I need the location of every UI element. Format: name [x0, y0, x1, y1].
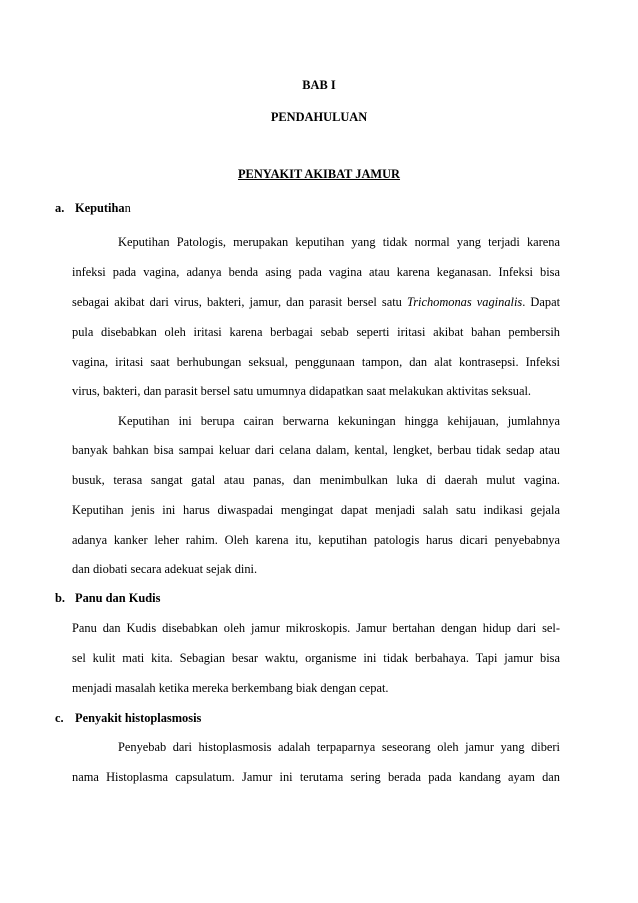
paragraph-line: Keputihan ini berupa cairan berwarna kekuningan hingga kehijauan, jumlahnya: [118, 414, 560, 428]
paragraph-line: Keputihan Patologis, merupakan keputihan yang tidak normal yang terjadi karena: [118, 235, 560, 249]
species-name: Trichomonas vaginalis: [406, 295, 523, 309]
paragraph-line: pula disebabkan oleh iritasi karena berbagai sebab seperti iritasi akibat bahan pembersih: [72, 325, 560, 339]
paragraph-line: Keputihan jenis ini harus diwaspadai mengingat dapat menjadi salah satu indikasi gejala: [72, 503, 560, 517]
paragraph-line: nama Histoplasma capsulatum. Jamur ini terutama sering berada pada kandang ayam dan: [72, 770, 560, 784]
paragraph-line: Panu dan Kudis disebabkan oleh jamur mikroskopis. Jamur bertahan dengan hidup dari sel-: [72, 621, 560, 635]
paragraph-line: Penyebab dari histoplasmosis adalah terpaparnya seseorang oleh jamur yang diberi: [118, 740, 560, 754]
heading-a: [55, 201, 131, 216]
paragraph-line: infeksi pada vagina, adanya benda asing pada vagina atau karena keganasan. Infeksi bisa: [72, 265, 560, 279]
heading-text: Panu dan Kudis: [75, 591, 161, 605]
paragraph-line: banyak bahkan bisa sampai keluar dari celana dalam, kental, lengket, berbau tidak sedap atau: [72, 443, 560, 457]
paragraph-text: sebagai akibat dari virus, bakteri, jamur, dan parasit bersel satu: [72, 295, 407, 309]
section-title: PENYAKIT AKIBAT JAMUR: [237, 167, 401, 181]
chapter-number: BAB I: [302, 78, 336, 92]
heading-text-tail: n: [124, 201, 131, 215]
paragraph-line: dan diobati secara adekuat sejak dini.: [72, 562, 258, 576]
heading-b: [55, 591, 160, 606]
heading-letter: b.: [55, 591, 65, 605]
chapter-title: PENDAHULUAN: [270, 110, 368, 124]
paragraph-line: sel kulit mati kita. Sebagian besar waktu, organisme ini tidak berbahaya. Tapi jamur bisa: [72, 651, 560, 665]
paragraph-line: busuk, terasa sangat gatal atau panas, dan menimbulkan luka di daerah mulut vagina.: [72, 473, 560, 487]
heading-c: [55, 711, 201, 726]
paragraph-line: menjadi masalah ketika mereka berkembang biak dengan cepat.: [72, 681, 389, 695]
paragraph-text: . Dapat: [522, 295, 561, 309]
paragraph-line: [72, 295, 560, 310]
paragraph-line: adanya kanker leher rahim. Oleh karena itu, keputihan patologis harus dicari penyebabnya: [72, 533, 560, 547]
paragraph-line: vagina, iritasi saat berhubungan seksual, penggunaan tampon, dan alat kontrasepsi. Infeksi: [72, 355, 560, 369]
heading-letter: a.: [55, 201, 65, 215]
heading-text: Penyakit histoplasmosis: [75, 711, 202, 725]
heading-text: Keputiha: [75, 201, 125, 215]
heading-letter: c.: [55, 711, 64, 725]
paragraph-line: virus, bakteri, dan parasit bersel satu umumnya didapatkan saat melakukan aktivitas seksual.: [72, 384, 532, 398]
